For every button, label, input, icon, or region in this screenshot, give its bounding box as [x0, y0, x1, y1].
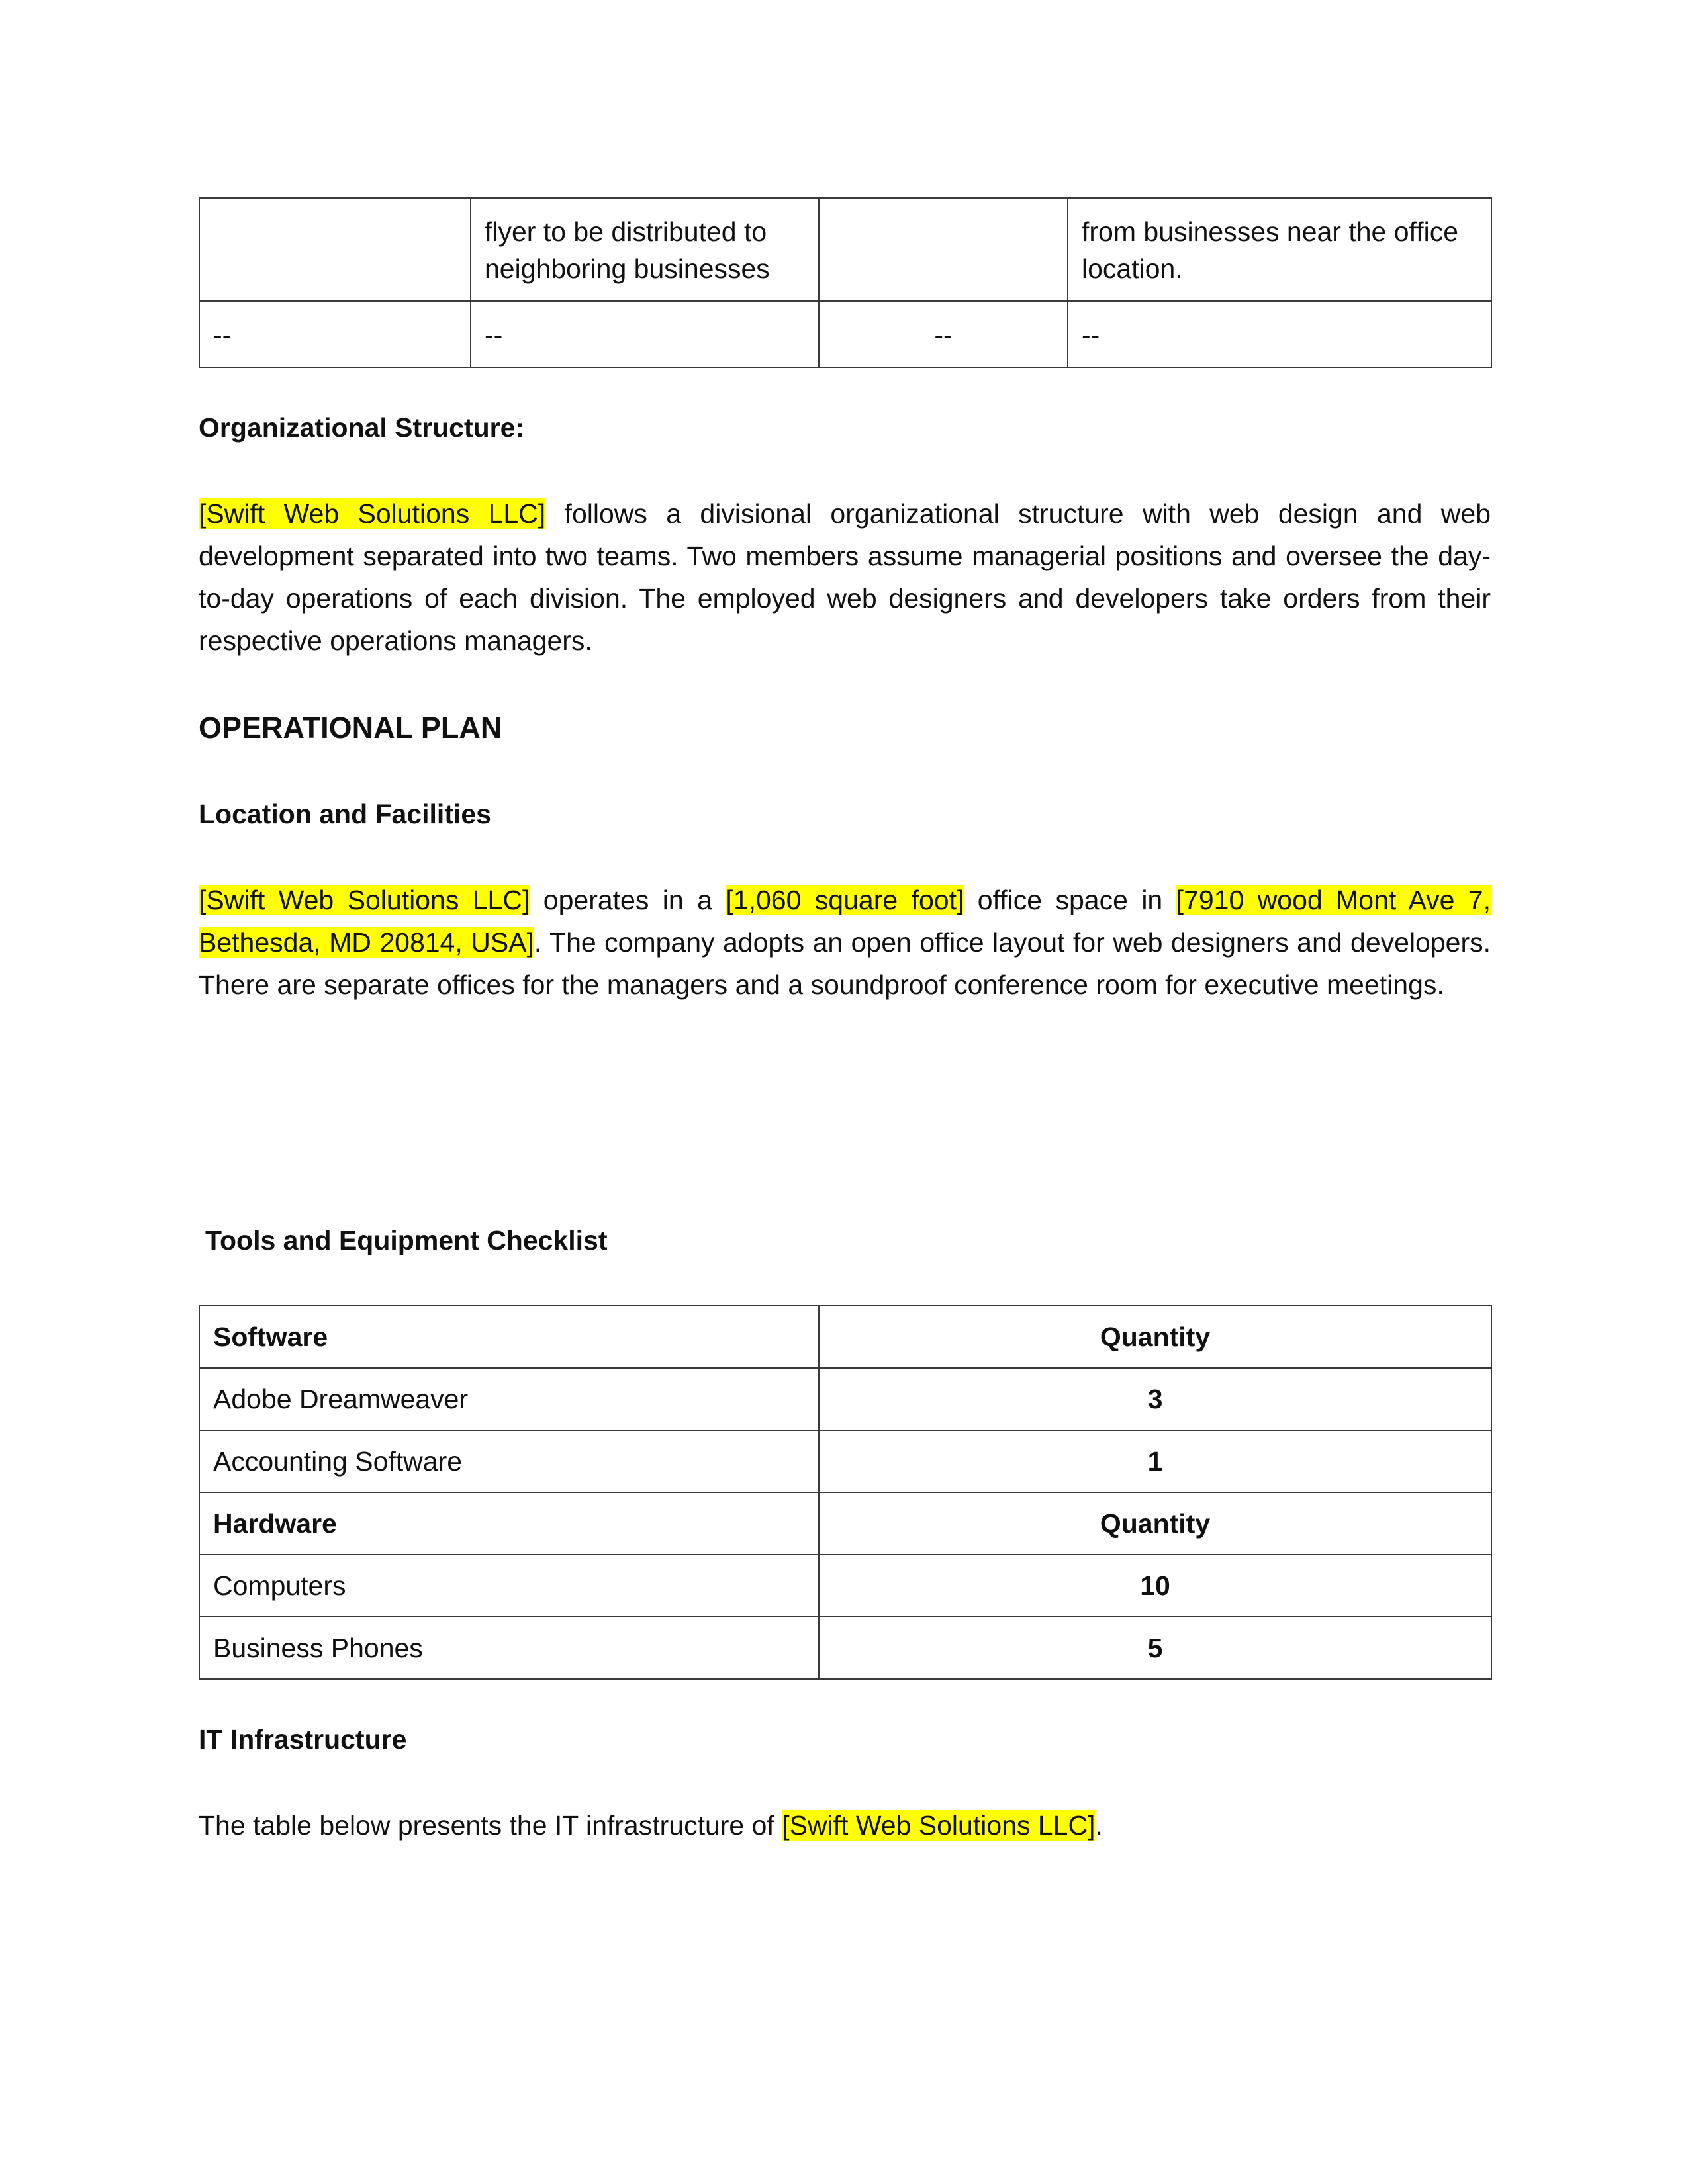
table-row	[199, 1430, 1491, 1492]
table-cell: --	[1068, 301, 1491, 367]
table-cell: --	[471, 301, 819, 367]
operational-plan-title: OPERATIONAL PLAN	[199, 711, 502, 745]
location-text: operates in a	[530, 885, 726, 915]
table-cell-item: Accounting Software	[199, 1430, 819, 1492]
it-infrastructure-paragraph	[199, 1804, 1491, 1846]
table-cell-item: Computers	[199, 1555, 819, 1617]
company-name-highlight: [Swift Web Solutions LLC]	[199, 885, 530, 915]
location-text: . The company adopts an open office layout for web designers and developers. There are separate offices for the managers and a soundproof conference room for executive meetings.	[199, 927, 1491, 1000]
table-cell	[199, 198, 471, 301]
table-row	[199, 1617, 1491, 1679]
it-text-end: .	[1095, 1810, 1103, 1841]
table-cell	[819, 198, 1068, 301]
it-text: The table below presents the IT infrastructure of	[199, 1810, 782, 1841]
org-structure-heading: Organizational Structure:	[199, 412, 525, 443]
address-highlight: [7910 wood Mont Ave 7, Bethesda, MD 20814, USA]	[199, 885, 1491, 958]
org-structure-paragraph	[199, 492, 1491, 662]
table-cell-qty: Quantity	[819, 1306, 1491, 1368]
table-cell-qty: 5	[819, 1617, 1491, 1679]
marketing-table-continued	[199, 197, 1492, 368]
org-structure-text: follows a divisional organizational structure with web design and web development separated into two teams. Two members assume managerial positions and oversee the day-to-day operations of each division. The employed web designers and developers take orders from their respective operations managers.	[199, 498, 1491, 656]
table-cell: --	[199, 301, 471, 367]
table-cell-item: Adobe Dreamweaver	[199, 1368, 819, 1430]
table-cell-item: Software	[199, 1306, 819, 1368]
table-cell: flyer to be distributed to neighboring businesses	[471, 198, 819, 301]
tools-heading: Tools and Equipment Checklist	[205, 1225, 608, 1255]
table-cell-qty: 10	[819, 1555, 1491, 1617]
office-size-highlight: [1,060 square foot]	[726, 885, 964, 915]
table-cell: from businesses near the office location.	[1068, 198, 1491, 301]
table-row	[199, 1492, 1491, 1555]
table-cell-qty: Quantity	[819, 1492, 1491, 1555]
location-paragraph	[199, 879, 1491, 1006]
table-cell-item: Business Phones	[199, 1617, 819, 1679]
table-cell-item: Hardware	[199, 1492, 819, 1555]
table-row	[199, 1368, 1491, 1430]
company-name-highlight: [Swift Web Solutions LLC]	[199, 498, 546, 529]
location-text: office space in	[964, 885, 1176, 915]
table-cell-qty: 3	[819, 1368, 1491, 1430]
page-content	[199, 197, 1491, 1846]
table-row	[199, 198, 1491, 301]
table-row	[199, 1555, 1491, 1617]
location-heading: Location and Facilities	[199, 799, 491, 829]
table-cell: --	[819, 301, 1068, 367]
tools-equipment-table	[199, 1305, 1492, 1680]
table-row	[199, 1306, 1491, 1368]
it-infrastructure-heading: IT Infrastructure	[199, 1724, 407, 1754]
table-row	[199, 301, 1491, 367]
table-cell-qty: 1	[819, 1430, 1491, 1492]
company-name-highlight: [Swift Web Solutions LLC]	[782, 1810, 1096, 1841]
